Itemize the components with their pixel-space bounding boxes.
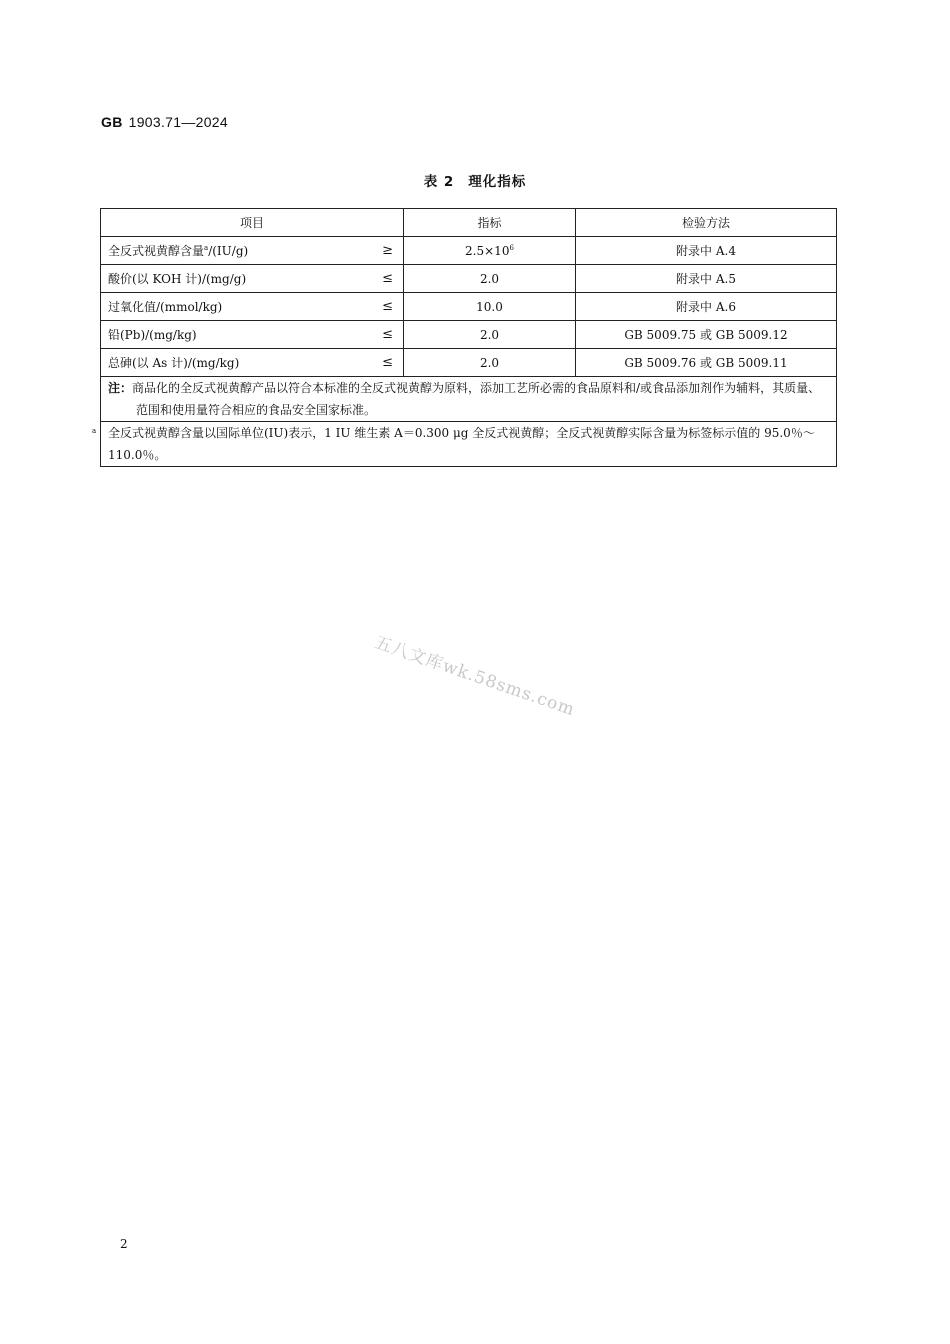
- row-value-cell: 10.0: [404, 293, 576, 321]
- table-header-row: [101, 209, 837, 237]
- table-row: [101, 237, 837, 265]
- note-text: 商品化的全反式视黄醇产品以符合本标准的全反式视黄醇为原料，添加工艺所必需的食品原料和/或食品添加剂作为辅料，其质量、范围和使用量符合相应的食品安全国家标准。: [132, 381, 821, 417]
- table-row: [101, 321, 837, 349]
- row-item-label: 酸价(以 KOH 计)/(mg/g): [108, 272, 247, 286]
- comparison-operator: ≤: [382, 299, 393, 314]
- table-footnote-row: [101, 422, 837, 467]
- table-row: [101, 293, 837, 321]
- header-indicator: 指标: [404, 209, 576, 237]
- row-value-cell: $2.5\times 10^6$: [404, 237, 576, 265]
- row-item-cell: [101, 265, 404, 293]
- table-title-text: 理化指标: [468, 174, 527, 190]
- row-method-cell: GB 5009.75 或 GB 5009.12: [576, 321, 837, 349]
- comparison-operator: ≥: [382, 243, 393, 258]
- standard-prefix: GB: [101, 114, 123, 130]
- footnote-text: 全反式视黄醇含量以国际单位(IU)表示，1 IU 维生素 A＝0.300 μg 全反式视黄醇；全反式视黄醇实际含量为标签标示值的 95.0％～110.0％。: [108, 426, 815, 462]
- table-title: [0, 170, 950, 190]
- row-method-cell: GB 5009.76 或 GB 5009.11: [576, 349, 837, 377]
- row-item-cell: [101, 293, 404, 321]
- note-label: 注：: [108, 381, 133, 395]
- comparison-operator: ≤: [382, 355, 393, 370]
- page-number: 2: [120, 1237, 128, 1251]
- row-item-cell: [101, 237, 404, 265]
- row-value-cell: 2.0: [404, 321, 576, 349]
- comparison-operator: ≤: [382, 271, 393, 286]
- footnote-ref: a: [204, 244, 209, 252]
- header-item: 项目: [101, 209, 404, 237]
- table-note: [101, 377, 837, 422]
- standard-number: 1903.71—2024: [128, 114, 228, 130]
- table-number: 表 2: [423, 174, 455, 190]
- standard-code: [101, 114, 228, 130]
- table-footnote: [92, 422, 837, 467]
- specification-table: [92, 208, 837, 467]
- row-item-label: 全反式视黄醇含量$^a$/(IU/g): [108, 244, 249, 258]
- row-value-cell: 2.0: [404, 349, 576, 377]
- row-value-cell: 2.0: [404, 265, 576, 293]
- row-item-cell: [101, 349, 404, 377]
- footnote-mark: a: [92, 427, 97, 435]
- row-item-label: 总砷(以 As 计)/(mg/kg): [108, 356, 240, 370]
- table-row: [101, 265, 837, 293]
- row-method-cell: 附录中 A.5: [576, 265, 837, 293]
- header-method: 检验方法: [576, 209, 837, 237]
- row-method-cell: 附录中 A.4: [576, 237, 837, 265]
- row-item-label: 铅(Pb)/(mg/kg): [108, 328, 197, 342]
- table-row: [101, 349, 837, 377]
- row-item-label: 过氧化值/(mmol/kg): [108, 300, 223, 314]
- watermark: 五八文库wk.58sms.com: [371, 632, 578, 721]
- table-note-row: [101, 377, 837, 422]
- value-exponent: 6: [509, 243, 514, 252]
- comparison-operator: ≤: [382, 327, 393, 342]
- row-item-cell: [101, 321, 404, 349]
- row-method-cell: 附录中 A.6: [576, 293, 837, 321]
